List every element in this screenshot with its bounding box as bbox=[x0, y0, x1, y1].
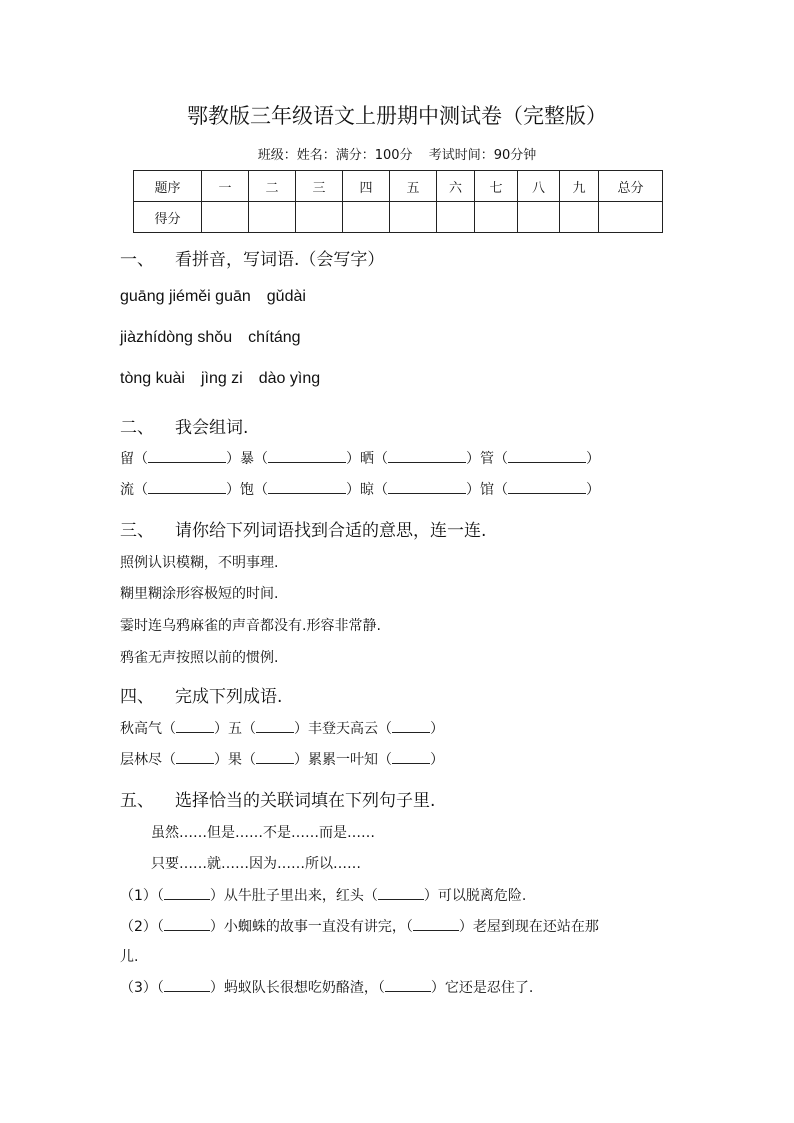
section-number: 三、 bbox=[120, 521, 154, 541]
paren: ） bbox=[430, 980, 445, 996]
header-cell: 五 bbox=[390, 171, 437, 202]
sentence-2-continued: 儿. bbox=[120, 949, 139, 965]
score-cell[interactable] bbox=[390, 202, 437, 233]
match-line: 霎时连乌鸦麻雀的声音都没有.形容非常静. bbox=[120, 618, 381, 634]
sentence-2 bbox=[120, 916, 599, 936]
paren: （ bbox=[156, 919, 164, 935]
exam-info bbox=[0, 144, 794, 163]
answer-blank[interactable] bbox=[176, 751, 214, 764]
match-line: 照例认识模糊，不明事理. bbox=[120, 555, 279, 571]
pinyin-item: gǔdài bbox=[266, 288, 306, 305]
sentence-text: 从牛肚子里出来，红头 bbox=[223, 888, 364, 904]
paren: （ bbox=[134, 482, 148, 498]
paren: （ bbox=[363, 888, 378, 904]
row-label: 得分 bbox=[134, 202, 202, 233]
answer-blank[interactable] bbox=[378, 887, 424, 900]
idiom-row-1 bbox=[120, 718, 444, 738]
idiom-text: 秋高气 bbox=[120, 721, 162, 737]
sentence-3 bbox=[120, 977, 533, 997]
paren: （ bbox=[374, 482, 388, 498]
answer-blank[interactable] bbox=[268, 450, 346, 463]
header-cell: 八 bbox=[518, 171, 560, 202]
idiom-row-2 bbox=[120, 749, 444, 769]
paren: ） bbox=[214, 721, 228, 737]
pinyin-item: jiàzhídòng shǒu bbox=[120, 329, 233, 346]
paren: （ bbox=[405, 919, 413, 935]
header-cell: 九 bbox=[560, 171, 599, 202]
answer-blank[interactable] bbox=[164, 887, 210, 900]
answer-blank[interactable] bbox=[388, 450, 466, 463]
header-cell: 二 bbox=[249, 171, 296, 202]
score-cell[interactable] bbox=[475, 202, 518, 233]
paren: ） bbox=[458, 919, 473, 935]
paren: （ bbox=[254, 451, 268, 467]
answer-blank[interactable] bbox=[164, 979, 210, 992]
answer-blank[interactable] bbox=[148, 450, 226, 463]
paren: （ bbox=[156, 980, 164, 996]
paren: （ bbox=[254, 482, 268, 498]
idiom-text: 五 bbox=[228, 721, 242, 737]
score-cell[interactable] bbox=[518, 202, 560, 233]
paren: （ bbox=[156, 888, 164, 904]
paren: （ bbox=[162, 721, 176, 737]
paren: ） bbox=[346, 482, 360, 498]
section-1-heading bbox=[120, 245, 384, 270]
answer-blank[interactable] bbox=[413, 918, 459, 931]
char: 管 bbox=[480, 451, 494, 467]
section-2-heading bbox=[120, 413, 248, 438]
paren: （ bbox=[494, 482, 508, 498]
exam-time: 考试时间：90分钟 bbox=[428, 148, 537, 163]
paren: ） bbox=[214, 752, 228, 768]
pinyin-item: chítáng bbox=[248, 329, 301, 346]
paren: ） bbox=[346, 451, 360, 467]
header-cell: 六 bbox=[437, 171, 475, 202]
section-4-heading bbox=[120, 682, 282, 707]
paren: （ bbox=[378, 752, 392, 768]
sentence-text: 它还是忍住了. bbox=[444, 980, 534, 996]
section-number: 二、 bbox=[120, 418, 154, 438]
char: 晾 bbox=[360, 482, 374, 498]
paren: ） bbox=[226, 482, 240, 498]
section-title: 看拼音，写词语.（会写字） bbox=[175, 250, 385, 270]
sentence-number: （1） bbox=[120, 888, 157, 904]
paren: ） bbox=[466, 482, 480, 498]
conjunction-options: 只要……就……因为……所以…… bbox=[151, 856, 361, 872]
page-title: 鄂教版三年级语文上册期中测试卷（完整版） bbox=[187, 104, 607, 128]
answer-blank[interactable] bbox=[164, 918, 210, 931]
answer-blank[interactable] bbox=[176, 720, 214, 733]
sentence-number: （3） bbox=[120, 980, 157, 996]
char: 馆 bbox=[480, 482, 494, 498]
score-cell[interactable] bbox=[599, 202, 663, 233]
paren: ） bbox=[423, 888, 438, 904]
section-number: 五、 bbox=[120, 791, 154, 811]
paren: （ bbox=[377, 980, 385, 996]
char: 饱 bbox=[240, 482, 254, 498]
section-title: 完成下列成语. bbox=[175, 687, 283, 707]
score-cell[interactable] bbox=[343, 202, 390, 233]
pinyin-line-1 bbox=[120, 288, 322, 306]
paren: ） bbox=[209, 888, 224, 904]
sentence-text: 蚂蚁队长很想吃奶酪渣， bbox=[223, 980, 378, 996]
section-title: 我会组词. bbox=[175, 418, 249, 438]
paren: （ bbox=[134, 451, 148, 467]
answer-blank[interactable] bbox=[268, 481, 346, 494]
header-cell: 三 bbox=[296, 171, 343, 202]
pinyin-item: dào yìng bbox=[258, 370, 321, 387]
paren: ） bbox=[294, 721, 308, 737]
sentence-text: 可以脱离危险. bbox=[437, 888, 527, 904]
paren: ） bbox=[430, 721, 444, 737]
pinyin-item: guāng jiéměi guān bbox=[120, 288, 251, 305]
header-cell: 一 bbox=[202, 171, 249, 202]
answer-blank[interactable] bbox=[392, 751, 430, 764]
section-3-heading bbox=[120, 516, 486, 541]
pinyin-item: tòng kuài bbox=[120, 370, 185, 387]
class-name-score: 班级：姓名：满分：100分 bbox=[257, 148, 413, 163]
answer-blank[interactable] bbox=[256, 751, 294, 764]
answer-blank[interactable] bbox=[256, 720, 294, 733]
sentence-1 bbox=[120, 885, 526, 905]
word-row-1 bbox=[120, 448, 600, 468]
char: 流 bbox=[120, 482, 134, 498]
paren: ） bbox=[294, 752, 308, 768]
paren: ） bbox=[226, 451, 240, 467]
paren: ） bbox=[586, 451, 600, 467]
section-number: 一、 bbox=[120, 250, 154, 270]
paren: ） bbox=[430, 752, 444, 768]
char: 晒 bbox=[360, 451, 374, 467]
header-cell: 七 bbox=[475, 171, 518, 202]
score-cell[interactable] bbox=[560, 202, 599, 233]
score-cell[interactable] bbox=[202, 202, 249, 233]
idiom-text: 累累一叶知 bbox=[308, 752, 378, 768]
answer-blank[interactable] bbox=[385, 979, 431, 992]
answer-blank[interactable] bbox=[508, 481, 586, 494]
header-cell: 总分 bbox=[599, 171, 663, 202]
score-table bbox=[133, 170, 663, 233]
idiom-text: 层林尽 bbox=[120, 752, 162, 768]
match-line: 糊里糊涂形容极短的时间. bbox=[120, 586, 279, 602]
header-cell: 题序 bbox=[134, 171, 202, 202]
conjunction-options: 虽然……但是……不是……而是…… bbox=[151, 825, 375, 841]
paren: （ bbox=[162, 752, 176, 768]
paren: ） bbox=[209, 980, 224, 996]
answer-blank[interactable] bbox=[388, 481, 466, 494]
pinyin-line-3 bbox=[120, 370, 336, 388]
sentence-number: （2） bbox=[120, 919, 157, 935]
score-cell[interactable] bbox=[437, 202, 475, 233]
header-cell: 四 bbox=[343, 171, 390, 202]
paren: （ bbox=[374, 451, 388, 467]
paren: （ bbox=[242, 721, 256, 737]
paren: （ bbox=[378, 721, 392, 737]
pinyin-line-2 bbox=[120, 329, 317, 347]
paren: ） bbox=[586, 482, 600, 498]
char: 暴 bbox=[240, 451, 254, 467]
section-5-heading bbox=[120, 786, 435, 811]
section-title: 选择恰当的关联词填在下列句子里. bbox=[175, 791, 436, 811]
paren: ） bbox=[466, 451, 480, 467]
section-number: 四、 bbox=[120, 687, 154, 707]
answer-blank[interactable] bbox=[392, 720, 430, 733]
score-cell[interactable] bbox=[296, 202, 343, 233]
idiom-text: 丰登天高云 bbox=[308, 721, 378, 737]
char: 留 bbox=[120, 451, 134, 467]
section-title: 请你给下列词语找到合适的意思，连一连. bbox=[175, 521, 487, 541]
sentence-text: 老屋到现在还站在那 bbox=[472, 919, 599, 935]
answer-blank[interactable] bbox=[508, 450, 586, 463]
score-table-header bbox=[134, 171, 663, 202]
paren: （ bbox=[242, 752, 256, 768]
pinyin-item: jìng zi bbox=[200, 370, 243, 387]
word-row-2 bbox=[120, 479, 600, 499]
score-table-row bbox=[134, 202, 663, 233]
idiom-text: 果 bbox=[228, 752, 242, 768]
score-cell[interactable] bbox=[249, 202, 296, 233]
paren: ） bbox=[209, 919, 224, 935]
sentence-text: 小蜘蛛的故事一直没有讲完， bbox=[223, 919, 406, 935]
match-line: 鸦雀无声按照以前的惯例. bbox=[120, 650, 279, 666]
paren: （ bbox=[494, 451, 508, 467]
answer-blank[interactable] bbox=[148, 481, 226, 494]
